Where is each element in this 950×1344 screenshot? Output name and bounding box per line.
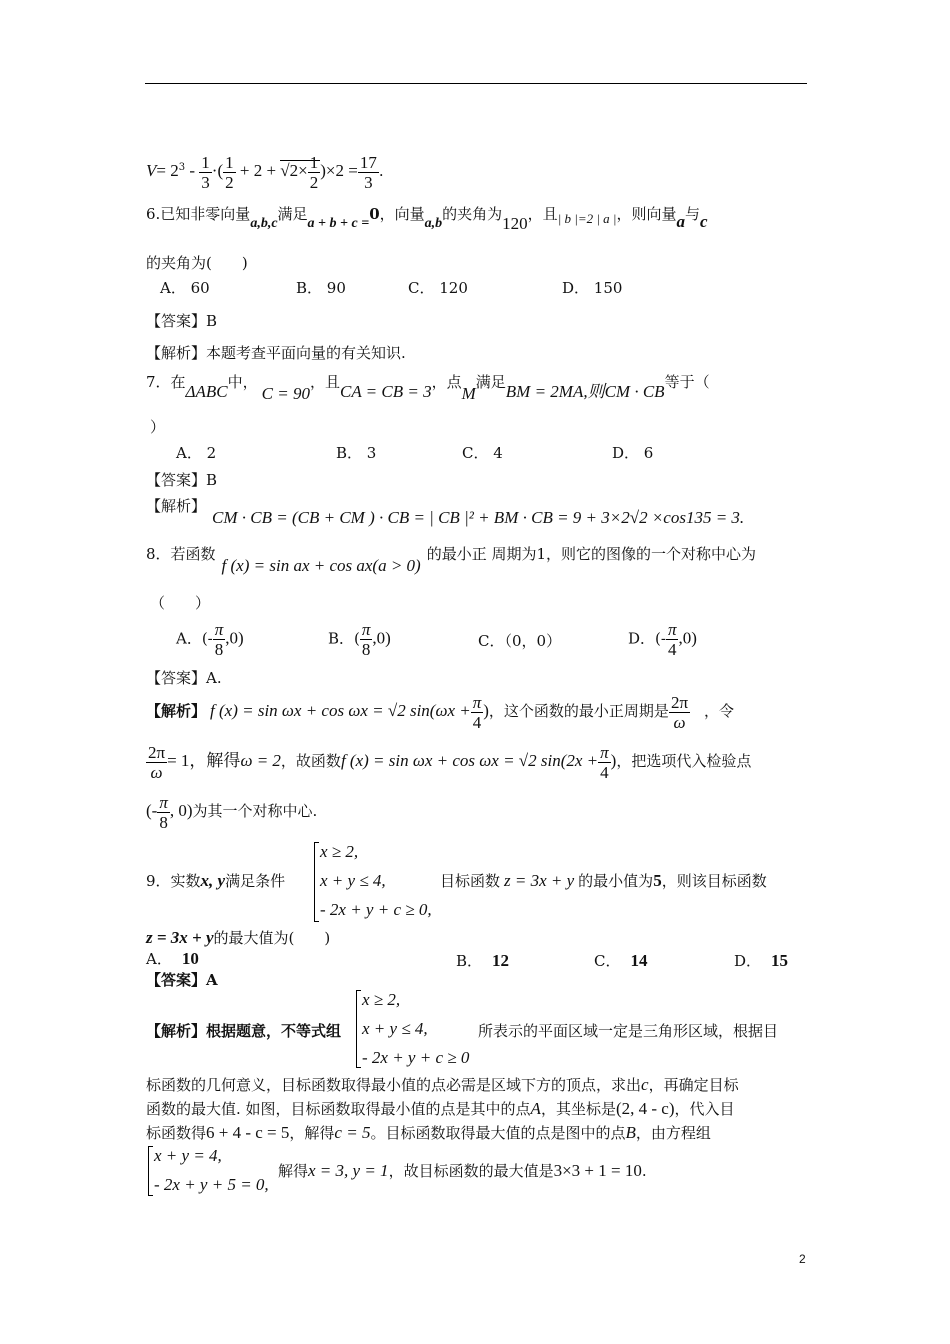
formula-v: $V= 2^3$ - $\frac{1}{3}$ ·( $\frac{1}{2}$ + 2 + √2× $\frac{1}{2}$ )×2 = $\frac{17}{3}$ . [146, 152, 384, 192]
q9-analysis-p2: 函数的最大值. 如图，目标函数取得最小值的点是其中的点A，其坐标是(2, 4 - c)，代入目 [146, 1099, 735, 1118]
header-rule [145, 83, 807, 84]
q9-lead: 9．实数x, y满足条件 [146, 871, 286, 890]
q9-system2-1: x + y = 4, [154, 1146, 222, 1165]
q6-analysis: 【解析】本题考查平面向量的有关知识. [146, 344, 406, 362]
q9-option-d: D． 15 [734, 951, 789, 970]
q7-stem: 7．在ΔABC中，C = 90，且CA = CB = 3，点M满足BM = 2MA,则CM · CB等于（ [146, 373, 710, 403]
q9-system2-brace [148, 1146, 149, 1196]
q9-analysis-lead: 【解析】根据题意，不等式组 [146, 1022, 342, 1040]
q6-stem-cont: 的夹角为( ) [146, 254, 248, 272]
q9-analysis-sys-2: x + y ≤ 4, [362, 1019, 428, 1038]
q9-analysis-after: 所表示的平面区域一定是三角形区域，根据目 [478, 1022, 779, 1040]
q8-answer: 【答案】A. [146, 669, 222, 687]
q9-system-2: x + y ≤ 4, [320, 871, 386, 890]
q9-option-a: A． 10 [146, 949, 199, 968]
q9-analysis-sys-1: x ≥ 2, [362, 990, 401, 1009]
q9-option-c: C． 14 [594, 951, 648, 970]
q9-stem-cont: z = 3x + y的最大值为( ) [146, 928, 331, 947]
q8-stem-cont: （ ） [150, 594, 211, 612]
q7-option-a: A． 2 [176, 444, 217, 462]
q7-analysis: 【解析】CM · CB = (CB + CM ) · CB = | CB |² + BM · CB = 9 + 3×2√2 ×cos135 = 3. [146, 497, 745, 527]
q8-stem: 8．若函数f (x) = sin ax + cos ax(a > 0)的最小正 周期为1，则它的图像的一个对称中心为 [146, 545, 757, 575]
q9-system-brace [314, 842, 315, 922]
q9-analysis-brace [356, 990, 357, 1068]
q8-option-d: D．(- $\frac{\pi}{4}$ ,0) [628, 620, 697, 659]
q9-system-3: - 2x + y + c ≥ 0, [320, 900, 432, 919]
q9-system-1: x ≥ 2, [320, 842, 359, 861]
q8-analysis-2: $\frac{2\pi}{\omega}$ = 1，解得ω = 2，故函数f (x) = sin ωx + cos ωx = √2 sin(2x + $\frac{\pi}{4}$ )，把选项代入检验点 [148, 742, 752, 782]
q9-option-b: B． 12 [456, 951, 510, 970]
q7-option-d: D． 6 [612, 444, 654, 462]
q7-option-b: B． 3 [336, 444, 377, 462]
q8-option-b: B．( $\frac{\pi}{8}$ ,0) [328, 620, 391, 659]
q9-objective: 目标函数 z = 3x + y 的最小值为5，则该目标函数 [440, 871, 767, 890]
q7-answer: 【答案】B [146, 471, 218, 489]
q6-stem: 6.已知非零向量a,b,c满足a + b + c =0，向量a,b的夹角为120，且| b |=2 | a |，则向量a与c [146, 205, 708, 233]
page-number: 2 [799, 1252, 806, 1266]
q6-option-b: B． 90 [296, 279, 346, 297]
q9-analysis-p1: 标函数的几何意义，目标函数取得最小值的点必需是区域下方的顶点，求出c，再确定目标 [146, 1075, 739, 1094]
q9-system2-2: - 2x + y + 5 = 0, [154, 1175, 269, 1194]
q9-analysis-p3: 标函数得6 + 4 - c = 5，解得c = 5。目标函数取得最大值的点是图中的点B，由方程组 [146, 1123, 711, 1142]
q8-analysis-1: 【解析】 f (x) = sin ωx + cos ωx = √2 sin(ωx + $\frac{\pi}{4}$ )，这个函数的最小正周期是 $\frac{2\pi}{\omega}$ ，令 [146, 692, 735, 732]
q8-option-a: A．(- $\frac{\pi}{8}$ ,0) [176, 620, 244, 659]
q7-stem-cont: ） [150, 418, 166, 436]
q9-answer: 【答案】A [146, 971, 218, 989]
q7-option-c: C． 4 [462, 444, 503, 462]
q6-answer: 【答案】B [146, 312, 218, 330]
q8-option-c: C．（0，0） [478, 632, 562, 650]
q6-option-a: A． 60 [160, 279, 210, 297]
q6-option-d: D． 150 [562, 279, 623, 297]
q8-analysis-3: (- $\frac{\pi}{8}$ , 0)为其一个对称中心. [146, 792, 318, 832]
q9-analysis-sys-3: - 2x + y + c ≥ 0 [362, 1048, 470, 1067]
q6-option-c: C． 120 [408, 279, 468, 297]
q9-analysis-p4: 解得x = 3, y = 1，故目标函数的最大值是3×3 + 1 = 10. [278, 1161, 647, 1180]
